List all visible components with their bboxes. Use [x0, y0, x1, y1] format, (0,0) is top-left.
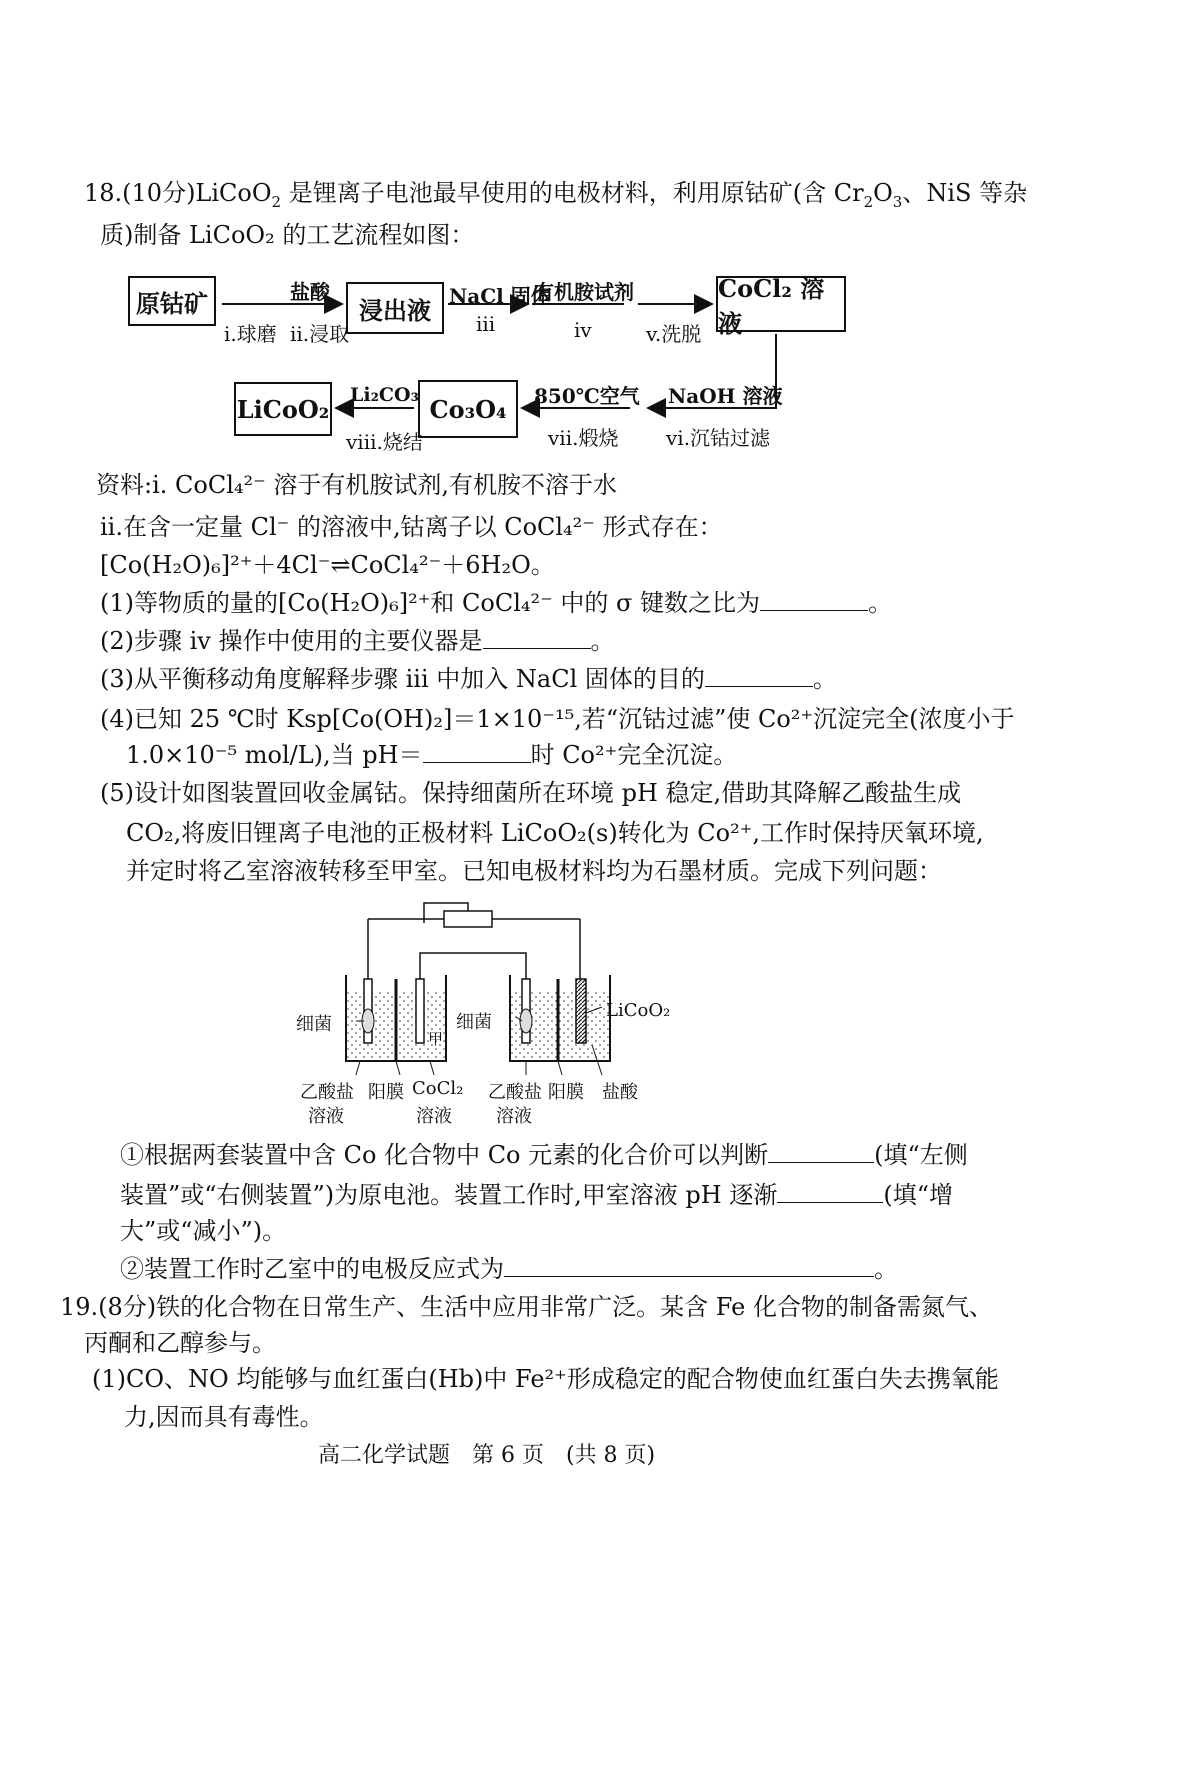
page-footer: 高二化学试题 第 6 页 (共 8 页)	[318, 1443, 656, 1468]
question-1-text: (1)等物质的量的[Co(H₂O)₆]²⁺和 CoCl₄²⁻ 中的 σ 键数之比为	[100, 589, 761, 617]
label-membrane-right: 阳膜	[548, 1082, 584, 1103]
question-2: (2)步骤 iv 操作中使用的主要仪器是 。	[100, 627, 615, 655]
label-hcl-apparatus: 盐酸	[602, 1082, 638, 1103]
subq-1-text-a: ①根据两套装置中含 Co 化合物中 Co 元素的化合价可以判断	[120, 1141, 769, 1169]
question-5-line2: CO₂,将废旧锂离子电池的正极材料 LiCoO₂(s)转化为 Co²⁺,工作时保持厌氧环境,	[126, 819, 984, 847]
label-jia: 甲	[428, 1030, 444, 1048]
step-iii: iii	[476, 312, 496, 336]
label-acetate-right-2: 溶液	[496, 1106, 532, 1127]
label-acetate-left-1: 乙酸盐	[300, 1082, 354, 1103]
answer-blank-1[interactable]	[760, 588, 868, 611]
answer-blank-2[interactable]	[483, 626, 591, 649]
subq-1-text-c: 装置”或“右侧装置”)为原电池。装置工作时,甲室溶液 pH 逐渐	[120, 1181, 778, 1209]
label-licoo2: LiCoO₂	[606, 1000, 671, 1021]
question-4-text-a: 1.0×10⁻⁵ mol/L),当 pH＝	[126, 741, 423, 769]
label-nacl: NaCl 固体	[449, 284, 551, 308]
flow-box-ore: 原钴矿	[128, 276, 216, 326]
step-vii: vii.煅烧	[548, 426, 619, 450]
question-2-text: (2)步骤 iv 操作中使用的主要仪器是	[100, 627, 483, 655]
q19-line3: (1)CO、NO 均能够与血红蛋白(Hb)中 Fe²⁺形成稳定的配合物使血红蛋白失去携氧能	[92, 1365, 999, 1393]
subq-1-line2	[120, 1180, 953, 1210]
flow-box-cocl2: CoCl₂ 溶液	[716, 276, 846, 332]
step-v: v.洗脱	[646, 322, 702, 346]
resistor-icon	[444, 911, 492, 927]
q18-header-part: 、NiS 等杂	[902, 179, 1028, 207]
step-iv: iv	[574, 318, 592, 342]
step-i: i.球磨	[224, 322, 277, 346]
subq-1-line1	[120, 1140, 968, 1170]
question-3: (3)从平衡移动角度解释步骤 iii 中加入 NaCl 固体的目的 。	[100, 665, 837, 693]
label-acetate-right-1: 乙酸盐	[488, 1082, 542, 1103]
label-cocl2-2: 溶液	[416, 1106, 452, 1127]
answer-blank-5-1[interactable]	[768, 1140, 874, 1163]
question-4-text-b: 时 Co²⁺完全沉淀。	[530, 741, 738, 769]
answer-blank-4[interactable]	[423, 740, 531, 763]
info-3: [Co(H₂O)₆]²⁺＋4Cl⁻⇌CoCl₄²⁻＋6H₂O。	[100, 551, 555, 579]
flow-box-licoo2: LiCoO₂	[234, 382, 332, 436]
q19-line2: 丙酮和乙醇参与。	[84, 1329, 276, 1357]
step-vi: vi.沉钴过滤	[666, 426, 771, 450]
q19-line1: 19.(8分)铁的化合物在日常生产、生活中应用非常广泛。某含 Fe 化合物的制备需氮气、	[60, 1293, 993, 1321]
info-2: ii.在含一定量 Cl⁻ 的溶液中,钴离子以 CoCl₄²⁻ 形式存在：	[100, 513, 723, 541]
label-bacteria-right: 细菌	[456, 1012, 492, 1033]
subq-1-text-d: (填“增	[883, 1181, 953, 1209]
question-5-line1: (5)设计如图装置回收金属钴。保持细菌所在环境 pH 稳定,借助其降解乙酸盐生成	[100, 779, 962, 807]
question-4-line1: (4)已知 25 ℃时 Ksp[Co(OH)₂]＝1×10⁻¹⁵,若“沉钴过滤”使 Co²⁺沉淀完全(浓度小于	[100, 705, 1015, 733]
subq-2-text: ②装置工作时乙室中的电极反应式为	[120, 1255, 504, 1283]
step-viii: viii.烧结	[346, 430, 423, 454]
subq-2: ②装置工作时乙室中的电极反应式为 。	[120, 1255, 898, 1283]
label-acetate-left-2: 溶液	[308, 1106, 344, 1127]
licoo2-electrode	[576, 979, 586, 1043]
answer-blank-5-3[interactable]	[504, 1254, 874, 1277]
answer-blank-3[interactable]	[705, 664, 813, 687]
subq-1-text-b: (填“左侧	[874, 1141, 968, 1169]
step-ii: ii.浸取	[290, 322, 350, 346]
label-air: 850℃空气	[534, 384, 640, 408]
label-naoh: NaOH 溶液	[668, 384, 783, 408]
q18-line2: 质)制备 LiCoO₂ 的工艺流程如图：	[100, 221, 475, 249]
subq-1-line3: 大”或“减小”)。	[120, 1217, 287, 1245]
left-electrode-b	[416, 979, 424, 1043]
label-amine: 有机胺试剂	[534, 280, 634, 304]
flow-box-leach: 浸出液	[346, 282, 444, 334]
answer-blank-5-2[interactable]	[777, 1180, 883, 1203]
info-1: 资料:i. CoCl₄²⁻ 溶于有机胺试剂,有机胺不溶于水	[96, 471, 618, 499]
q18-header-part: 是锂离子电池最早使用的电极材料，利用原钴矿(含 Cr	[288, 179, 864, 207]
q18-header-sub: 2	[271, 192, 282, 211]
label-hcl: 盐酸	[290, 280, 330, 304]
question-5-line3: 并定时将乙室溶液转移至甲室。已知电极材料均为石墨材质。完成下列问题：	[126, 857, 942, 885]
q18-header-part: 18.(10分)LiCoO	[84, 179, 272, 207]
label-membrane-left: 阳膜	[368, 1082, 404, 1103]
q19-line4: 力,因而具有毒性。	[124, 1403, 324, 1431]
label-li2co3: Li₂CO₃	[350, 384, 419, 406]
label-cocl2-1: CoCl₂	[412, 1078, 464, 1099]
question-1: (1)等物质的量的[Co(H₂O)₆]²⁺和 CoCl₄²⁻ 中的 σ 键数之比为 。	[100, 589, 893, 617]
q18-header: 18.(10分)LiCoO$_2$ 是锂离子电池最早使用的电极材料，利用原钴矿(含 $Cr_2O_3$、NiS 等杂	[84, 179, 1028, 211]
question-3-text: (3)从平衡移动角度解释步骤 iii 中加入 NaCl 固体的目的	[100, 665, 705, 693]
q18-header-part: O	[873, 179, 893, 207]
label-bacteria-left: 细菌	[296, 1014, 332, 1035]
flow-box-co3o4: Co₃O₄	[418, 380, 518, 438]
question-4-line2	[126, 740, 737, 770]
